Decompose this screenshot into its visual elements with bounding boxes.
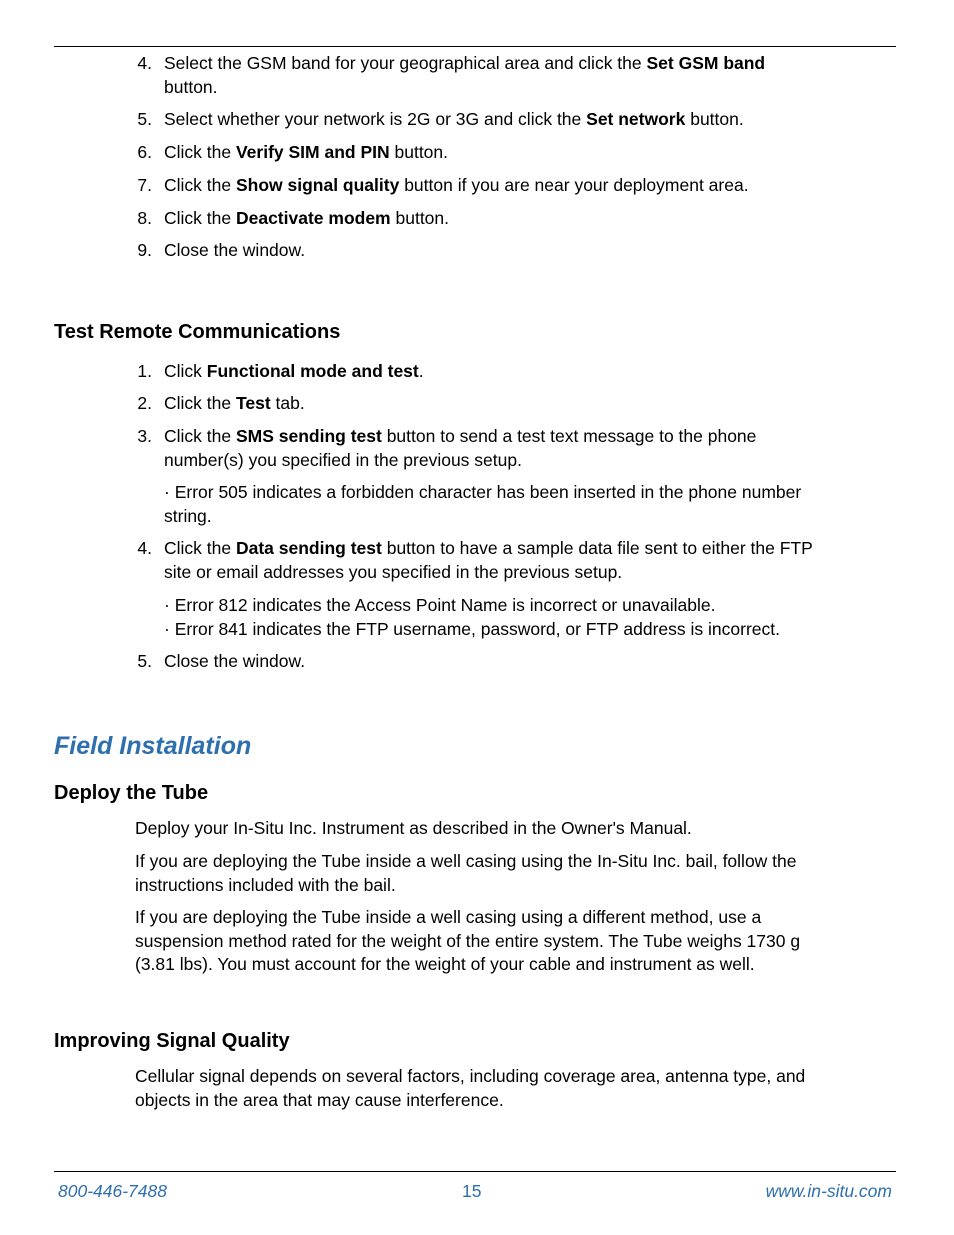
list-text: Close the window. [164, 240, 306, 260]
paragraph: Deploy your In-Situ Inc. Instrument as described in the Owner's Manual. [135, 818, 692, 838]
list-text: Click the Deactivate modem button. [164, 208, 450, 228]
footer-rule [54, 1171, 896, 1172]
section-heading: Improving Signal Quality [54, 1030, 290, 1052]
list-text: Click the Verify SIM and PIN button. [164, 142, 449, 162]
list-number: 4. [137, 53, 152, 73]
list-text: Close the window. [164, 651, 306, 671]
list-number: 9. [137, 240, 152, 260]
error-note: · Error 505 indicates a forbidden character has been inserted in the phone number string. [164, 482, 802, 526]
list-number: 2. [137, 393, 152, 413]
list-text: Select the GSM band for your geographical area and click the Set GSM band button. [164, 53, 766, 97]
error-note: · Error 812 indicates the Access Point Name is incorrect or unavailable. · Error 841 indicates the FTP username, password, or FTP address is incorrect. [164, 595, 780, 639]
list-number: 8. [137, 208, 152, 228]
list-text: Click the Test tab. [164, 393, 305, 413]
list-number: 5. [137, 109, 152, 129]
list-text: Click the Data sending test button to have a sample data file sent to either the FTP site or email addresses you specified in the previous setup. [164, 538, 813, 582]
list-number: 3. [137, 426, 152, 446]
list-text: Select whether your network is 2G or 3G and click the Set network button. [164, 109, 744, 129]
list-number: 4. [137, 538, 152, 558]
footer-website-link[interactable]: www.in-situ.com [765, 1181, 892, 1201]
list-number: 1. [137, 361, 152, 381]
chapter-heading: Field Installation [54, 732, 252, 760]
list-number: 5. [137, 651, 152, 671]
paragraph: Cellular signal depends on several factors, including coverage area, antenna type, and objects in the area that may cause interference. [135, 1066, 806, 1110]
footer-phone: 800-446-7488 [58, 1181, 167, 1201]
list-text: Click Functional mode and test. [164, 361, 424, 381]
section-heading: Deploy the Tube [54, 782, 209, 804]
section-heading: Test Remote Communications [54, 321, 341, 343]
paragraph: If you are deploying the Tube inside a well casing using a different method, use a suspension method rated for the weight of the entire system. The Tube weighs 1730 g (3.81 lbs). You must account for the weight of your cable and instrument as well. [135, 907, 801, 974]
list-text: Click the SMS sending test button to send a test text message to the phone number(s) you specified in the previous setup. [164, 426, 757, 470]
paragraph: If you are deploying the Tube inside a well casing using the In-Situ Inc. bail, follow the instructions included with the bail. [135, 851, 797, 895]
header-rule [54, 46, 896, 47]
list-text: Click the Show signal quality button if you are near your deployment area. [164, 175, 749, 195]
list-number: 7. [137, 175, 152, 195]
page-number: 15 [462, 1181, 482, 1201]
list-number: 6. [137, 142, 152, 162]
